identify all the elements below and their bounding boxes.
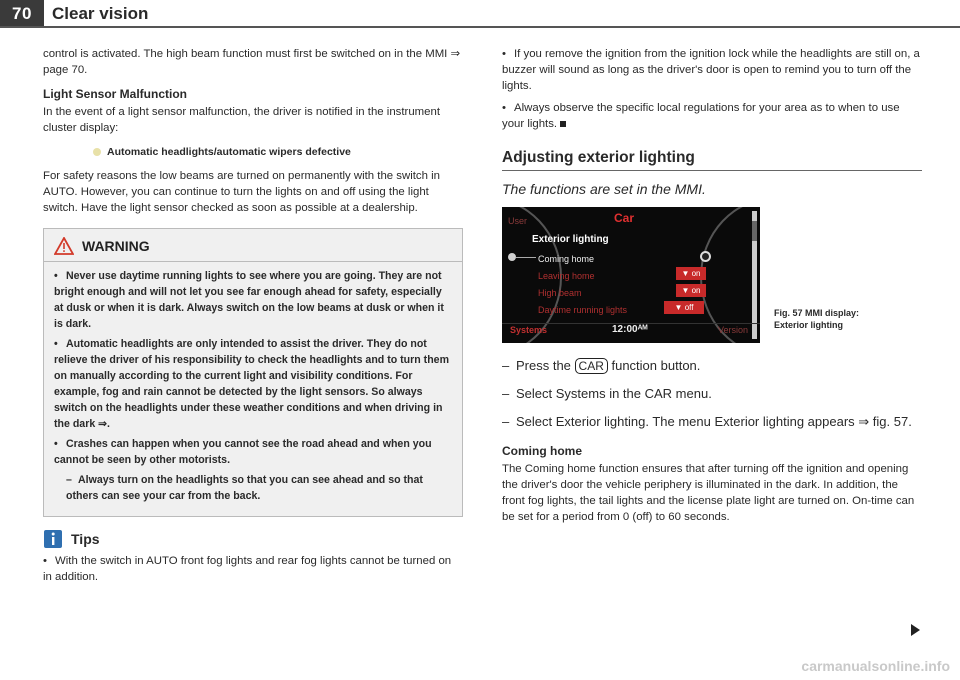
mmi-panel-title: Exterior lighting xyxy=(532,234,609,245)
left-column xyxy=(43,46,463,591)
step-item: – Select Systems in the CAR menu. xyxy=(502,386,712,401)
mmi-tab-user: User xyxy=(508,216,528,226)
section-subtitle: The functions are set in the MMI. xyxy=(502,181,706,197)
mmi-footer-time: 12:00ᴬᴹ xyxy=(612,324,648,335)
safety-text: For safety reasons the low beams are turned on permanently with the switch in AUTO. However, you can continue to turn the lights on and off using the light switch. Have the light sensor checked as soon as possible at a dealership. xyxy=(43,170,440,214)
right-column xyxy=(502,46,922,531)
warning-item: • Never use daytime running lights to see where you are going. They are not bright enough and will not let you see far enough ahead for safety, especially at dusk or when it is dark. Always switch on the low beams at dusk or when it is dark. xyxy=(54,270,444,330)
mmi-display xyxy=(502,207,760,343)
warning-box xyxy=(43,228,463,517)
indicator-text: Automatic headlights/automatic wipers defective xyxy=(107,146,351,158)
section-title: Adjusting exterior lighting xyxy=(502,150,922,171)
tip-item: • With the switch in AUTO front fog lights and rear fog lights cannot be turned on in addition. xyxy=(43,555,452,583)
warning-item: • Crashes can happen when you cannot see the road ahead and when you cannot be seen by other motorists. xyxy=(54,438,432,466)
mmi-toggle-leaving-home: ▼ on xyxy=(676,267,706,280)
tips-header xyxy=(43,529,463,549)
mmi-cursor-line xyxy=(516,257,536,258)
end-mark-icon xyxy=(560,121,566,127)
mmi-footer-systems: Systems xyxy=(510,325,548,335)
step-item: – Press the CAR function button. xyxy=(502,358,701,373)
continue-arrow-icon xyxy=(911,624,920,636)
mmi-row-daytime-lights: Daytime running lights xyxy=(538,305,628,315)
figure-caption xyxy=(774,307,859,331)
warning-triangle-icon xyxy=(54,237,74,255)
warning-subitem: – Always turn on the headlights so that you can see ahead and so that others can see your car from the back. xyxy=(66,474,423,502)
mmi-tab-car: Car xyxy=(614,211,635,225)
tips-title: Tips xyxy=(71,531,100,547)
sensor-text: In the event of a light sensor malfunction, the driver is notified in the instrument cluster display: xyxy=(43,106,440,134)
sensor-heading: Light Sensor Malfunction xyxy=(43,87,187,101)
mmi-row-leaving-home: Leaving home xyxy=(538,271,595,281)
bullet-item: • Always observe the specific local regulations for your area as to when to use your lights. xyxy=(502,102,900,130)
figure-57 xyxy=(502,207,922,347)
mmi-cursor-icon xyxy=(508,253,516,261)
warning-title: WARNING xyxy=(82,238,150,254)
intro-text: control is activated. The high beam function must first be switched on in the MMI ⇒ page 70. xyxy=(43,48,461,76)
car-key-label: CAR xyxy=(575,358,608,374)
page-title: Clear vision xyxy=(52,4,149,23)
indicator-message xyxy=(93,144,463,160)
mmi-toggle-high-beam: ▼ on xyxy=(676,284,706,297)
mmi-scrollbar xyxy=(752,211,757,339)
step-item: – Select Exterior lighting. The menu Exterior lighting appears ⇒ fig. 57. xyxy=(502,414,912,429)
info-icon xyxy=(43,529,63,549)
coming-home-heading: Coming home xyxy=(502,444,582,458)
header-rule xyxy=(0,26,960,28)
figure-caption-line: Fig. 57 MMI display: xyxy=(774,308,860,318)
coming-home-text: The Coming home function ensures that after turning off the ignition and opening the driver's door the vehicle periphery is illuminated in the dark. In addition, the front fog lights, the tail lights and the license plate light are turned on. On-time can be set for a period from 0 (off) to 60 seconds. xyxy=(502,463,915,523)
watermark: carmanualsonline.info xyxy=(801,658,950,674)
mmi-row-coming-home: Coming home xyxy=(538,254,595,264)
page-number: 70 xyxy=(0,0,44,28)
mmi-toggle-daytime-lights: ▼ off xyxy=(664,301,704,314)
bullet-item: • If you remove the ignition from the ignition lock while the headlights are still on, a buzzer will sound as long as the driver's door is open to remind you to turn off the lights. xyxy=(502,48,920,92)
figure-caption-line: Exterior lighting xyxy=(774,320,844,330)
warning-item: • Automatic headlights are only intended to assist the driver. They do not relieve the driver of his responsibility to check the headlights and to turn them on manually according to the current light and visibility conditions. For example, fog and rain cannot be detected by the light sensors. So always switch on the headlights under these weather conditions and when driving in the dark ⇒. xyxy=(54,338,449,430)
mmi-row-high-beam: High beam xyxy=(538,288,582,298)
mmi-footer-version: Version xyxy=(717,325,748,335)
warning-header xyxy=(44,229,462,262)
indicator-lamp-icon xyxy=(93,148,101,156)
mmi-knob-icon xyxy=(700,251,711,262)
